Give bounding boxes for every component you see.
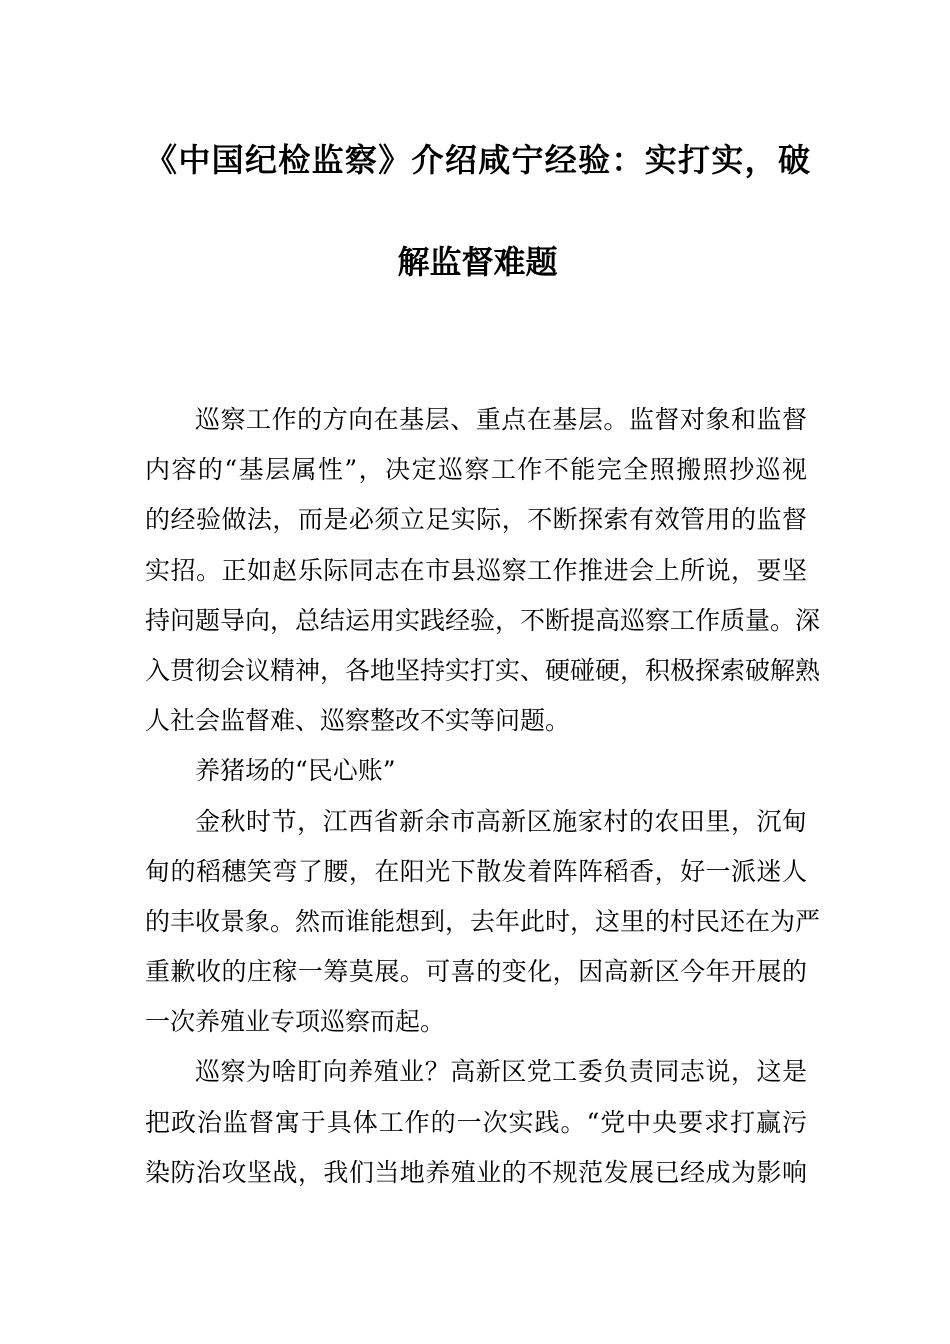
paragraph — [145, 395, 821, 746]
text-line: 实招。正如赵乐际同志在市县巡察工作推进会上所说，要坚 — [145, 555, 807, 585]
title-line-2: 解监督难题 — [397, 243, 558, 281]
text-line: 入贯彻会议精神，各地坚持实打实、硬碰硬，积极探索破解熟 — [145, 655, 821, 685]
text-line: 巡察为啥盯向养殖业？高新区党工委负责同志说，这是 — [195, 1057, 807, 1087]
text-line: 内容的“基层属性”，决定巡察工作不能完全照搬照抄巡视 — [145, 455, 807, 485]
text-line: 持问题导向，总结运用实践经验，不断提高巡察工作质量。深 — [145, 605, 821, 635]
text-line: 重歉收的庄稼一筹莫展。可喜的变化，因高新区今年开展的 — [145, 957, 807, 987]
paragraph — [145, 1047, 807, 1198]
paragraph — [145, 797, 821, 1048]
text-line: 一次养殖业专项巡察而起。 — [145, 1007, 446, 1037]
text-line: 把政治监督寓于具体工作的一次实践。“党中央要求打赢污 — [145, 1107, 807, 1137]
text-line: 人社会监督难、巡察整改不实等问题。 — [145, 706, 571, 736]
text-line: 的经验做法，而是必须立足实际，不断探索有效管用的监督 — [145, 505, 807, 535]
document-body — [145, 395, 821, 1198]
text-line: 金秋时节，江西省新余市高新区施家村的农田里，沉甸 — [195, 806, 807, 836]
text-line: 巡察工作的方向在基层、重点在基层。监督对象和监督 — [195, 405, 807, 434]
text-line: 养猪场的“民心账” — [195, 756, 396, 786]
text-line: 甸的稻穗笑弯了腰，在阳光下散发着阵阵稻香，好一派迷人 — [145, 856, 807, 886]
section-heading — [145, 746, 807, 796]
text-line: 染防治攻坚战，我们当地养殖业的不规范发展已经成为影响 — [145, 1157, 807, 1187]
text-line: 的丰收景象。然而谁能想到，去年此时，这里的村民还在为严 — [145, 906, 821, 936]
title-line-1: 《中国纪检监察》介绍咸宁经验：实打实，破 — [145, 141, 810, 179]
